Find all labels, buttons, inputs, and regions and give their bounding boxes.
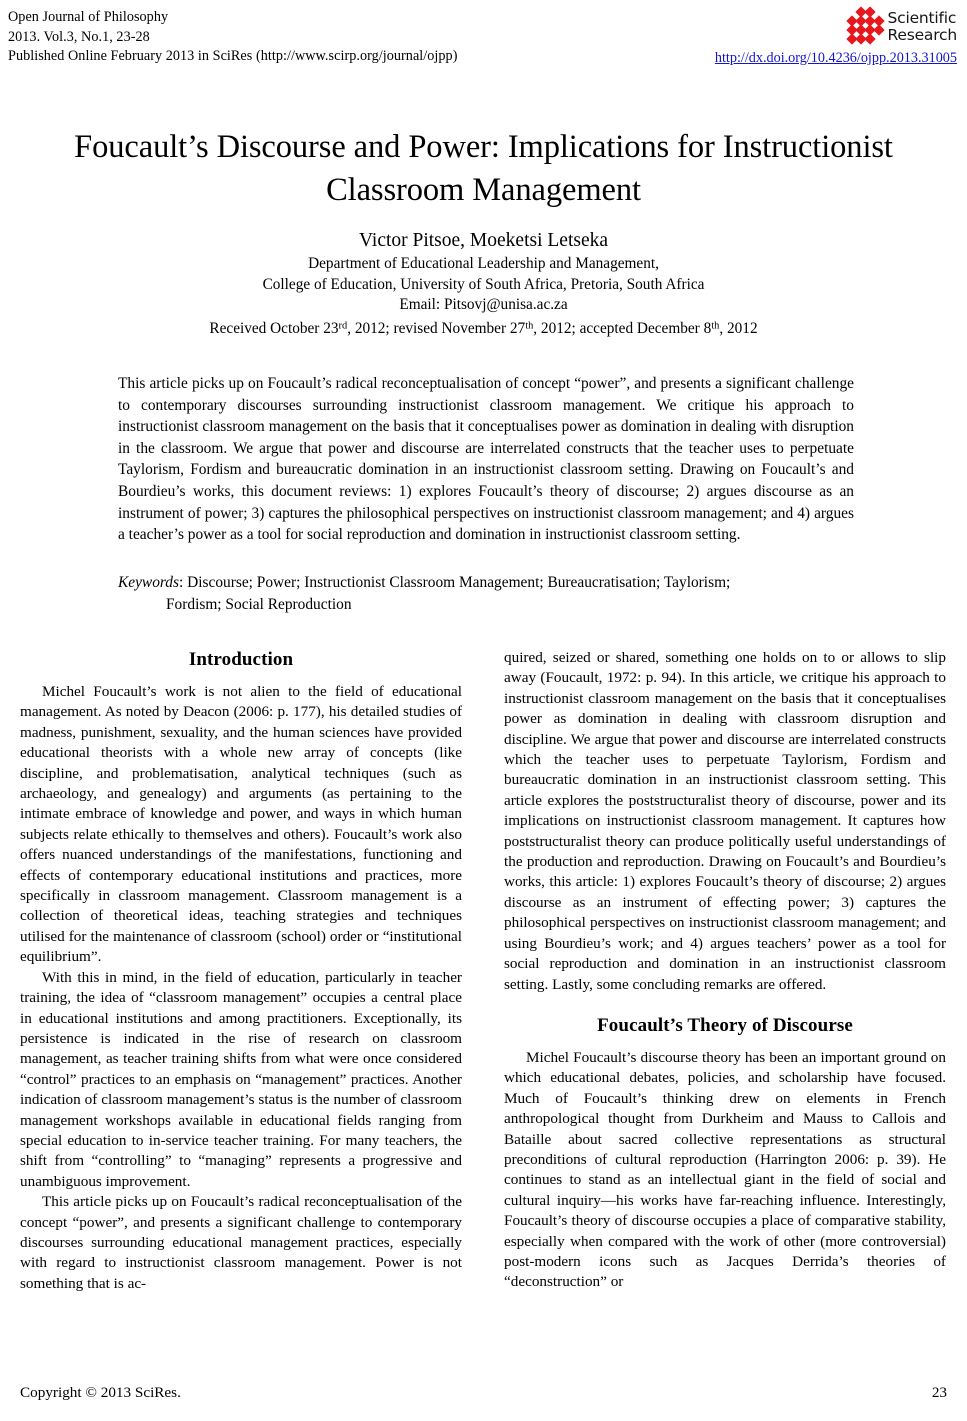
doi-link[interactable]: http://dx.doi.org/10.4236/ojpp.2013.31005: [714, 50, 957, 66]
copyright-notice: Copyright © 2013 SciRes.: [20, 1384, 181, 1401]
logo-word-research: Research: [887, 26, 957, 44]
paragraph: Michel Foucault’s work is not alien to the field of educational management. As noted by Deacon (2006: p. 177), his detailed studies of madness, punishment, sexuality, and the human sciences have provided educational theorists with a whole new array of concepts (like discipline, and problematisation, analytical techniques (such as archaeology, and genealogy) and arguments (as pertaining to the intimate embrace of knowledge and power, and ways in which human subjects relate ethically to themselves and others). Foucault’s work also offers nuanced understandings of the manifestations, functioning and effects of contemporary educational institutions and practices, more specifically in classroom management. Classroom management is a collection of theoretical ideas, teaching strategies and techniques utilised for the maintenance of classroom (school) order or “institutional equilibrium”.: [20, 683, 462, 966]
masthead-journal-info: [8, 8, 457, 67]
affiliation-line-2: College of Education, University of South Africa, Pretoria, South Africa: [262, 275, 705, 293]
paragraph: This article picks up on Foucault’s radical reconceptualisation of the concept “power”, and presents a significant challenge to contemporary discourses surrounding educational management practices, especially with regard to instructionist classroom management. Power is not something that is ac-: [20, 1193, 462, 1292]
masthead: [8, 8, 959, 70]
logo-word-scientific: Scientific: [887, 8, 957, 27]
section-heading-introduction: Introduction: [188, 649, 294, 670]
author-email: Email: Pitsovj@unisa.ac.za: [399, 296, 568, 313]
dates-mid-2: , 2012; accepted December 8: [533, 320, 712, 337]
diamond-grid-icon: [843, 8, 883, 46]
journal-published: Published Online February 2013 in SciRes (http://www.scirp.org/journal/ojpp): [8, 48, 458, 64]
dates-suffix: , 2012: [719, 320, 758, 337]
journal-name: Open Journal of Philosophy: [8, 9, 169, 25]
section-heading-foucaults-theory-of-discourse: Foucault’s Theory of Discourse: [597, 1014, 853, 1036]
keywords-line-1: : Discourse; Power; Instructionist Classroom Management; Bureaucratisation; Taylorism;: [179, 574, 731, 591]
dates-mid-1: , 2012; revised November 27: [347, 320, 526, 337]
abstract-text: This article picks up on Foucault’s radical reconceptualisation of concept “power”, and presents a significant challenge to contemporary discourses surrounding instructionist classroom management. We critique his approach to instructionist classroom management on the basis that it conceptualises power as domination in dealing with disruption in the classroom. We argue that power and discourse are interrelated constructs that the teacher uses to perpetuate Taylorism, Fordism and bureaucratic domination in an instructionist classroom setting. Drawing on Foucault’s and Bourdieu’s works, this document reviews: 1) explores Foucault’s theory of discourse; 2) argues discourse as an instrument of power; 3) captures the philosophical perspectives on instructionist classroom management; and 4) argues a teacher’s power as a tool for social reproduction and domination in instructionist classroom setting.: [118, 375, 854, 544]
paragraph: Michel Foucault’s discourse theory has been an important ground on which educational debates, policies, and scholarship have focused. Much of Foucault’s thinking drew on elements in French anthropological thought from Durkheim and Mauss to Callois and Bataille about sacred collective representations as structural preconditions of cultural reproduction (Harrington 2006: p. 39). He continues to stand as an intellectual giant in the field of social and cultural inquiry—his works have far-reaching influence. Interestingly, Foucault’s theory of discourse occupies a place of comparative stability, especially when compared with the work of other (more controversial) post-modern icons such as Jacques Derrida’s theories of “deconstruction” or: [504, 1048, 946, 1291]
paragraph: quired, seized or shared, something one holds on to or allows to slip away (Foucault, 1972: p. 94). In this article, we critique his approach to instructionist classroom management on the basis that it conceptualises power as domination in dealing with classroom disruption and discipline. We argue that power and discourse are interrelated constructs which the teacher uses to perpetuate Taylorism, Fordism and bureaucratic domination in an instructionist classroom setting. This article explores the poststructuralist theory of discourse, power and its implications on instructionist classroom management. It captures how poststructuralist theory can produce politically useful understandings of the production and reproduction. Drawing on Foucault’s and Bourdieu’s works, this article: 1) explores Foucault’s theory of discourse; 2) argues discourse as an instrument of effecting power; 3) captures the philosophical perspectives on instructionist classroom management; and using Bourdieu’s work; and 4) argues teachers’ power as a tool for social reproduction and domination in an instructionist classroom setting. Lastly, some concluding remarks are offered.: [504, 649, 946, 993]
logo-wordmark: [888, 10, 958, 45]
keywords-line-2: Fordism; Social Reproduction: [166, 595, 352, 613]
body-column-right: [504, 648, 946, 1293]
body-column-left: [20, 648, 462, 1294]
article-title: Foucault’s Discourse and Power: Implications for Instructionist Classroom Management: [74, 128, 893, 208]
keywords-label: Keywords: [118, 574, 179, 591]
journal-volume: 2013. Vol.3, No.1, 23-28: [8, 28, 150, 45]
author-block: [40, 228, 927, 316]
page-footer: [20, 1383, 947, 1403]
page-number: 23: [931, 1384, 947, 1401]
dates-ordinal-2: th: [525, 320, 534, 332]
keywords-block: [118, 572, 854, 615]
dates-prefix: Received October 23: [209, 320, 339, 337]
affiliation-line-1: Department of Educational Leadership and Management,: [308, 255, 659, 272]
paragraph: With this in mind, in the field of education, particularly in teacher training, the idea of “classroom management” occupies a central place in educational institutions and among practitioners. Exceptionally, its persistence is indicated in the rise of research on classroom management, as teacher training shifts from what were once considered “control” practices to an emphasis on “management” practices. Another indication of classroom management’s status is the number of classroom management workshops available in educational fields ranging from special education to in-service teacher training. For many teachers, the shift from “controlling” to “managing” represents a progressive and unambiguous improvement.: [20, 968, 462, 1190]
dates-ordinal-3: th: [711, 320, 720, 332]
dates-ordinal-1: rd: [338, 320, 348, 332]
author-names: Victor Pitsoe, Moeketsi Letseka: [358, 230, 609, 251]
scientific-research-logo: [843, 8, 958, 46]
submission-dates: [40, 318, 927, 339]
